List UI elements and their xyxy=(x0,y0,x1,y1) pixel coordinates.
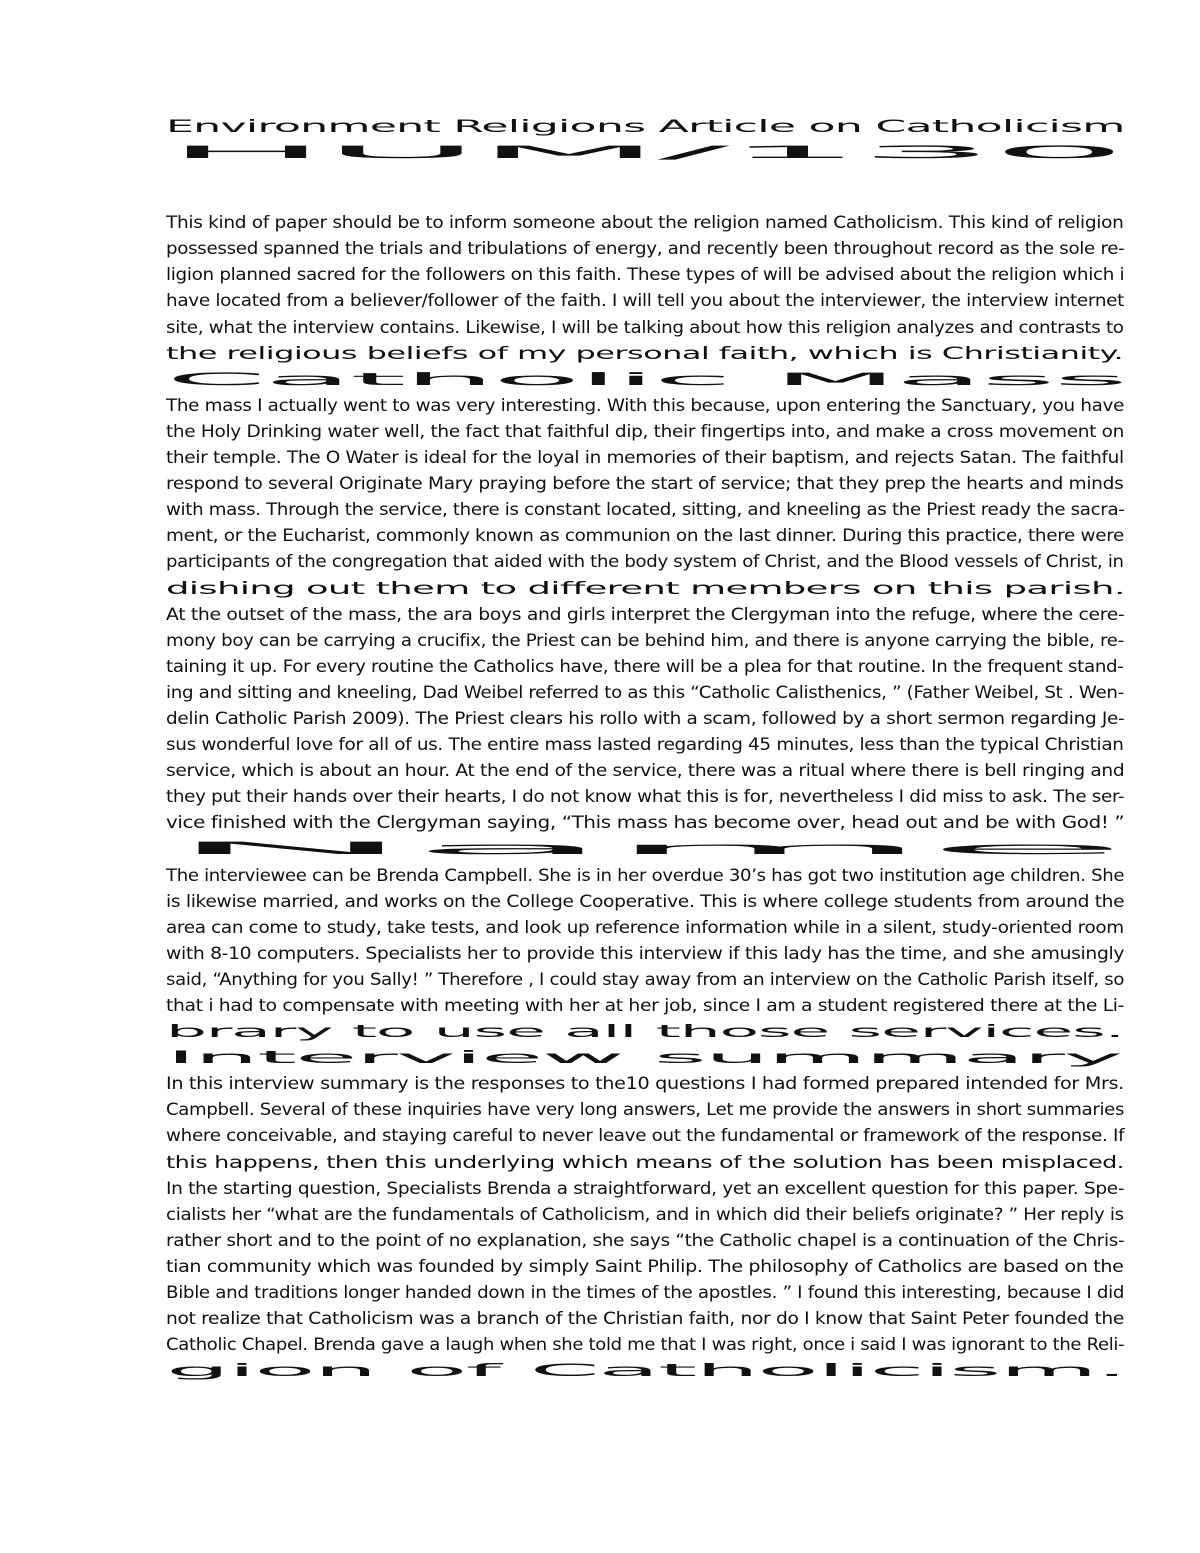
text-line: site, what the interview contains. Likewise, I will be talking about how this religion analyzes and contrasts to xyxy=(166,317,1124,338)
text-line: possessed spanned the trials and tribulations of energy, and recently been throughout record as the sole re- xyxy=(166,239,1125,260)
text-line: rather short and to the point of no explanation, she says “the Catholic chapel is a continuation of the Chris- xyxy=(166,1230,1125,1251)
text-line: said, “Anything for you Sally! ” Therefore , I could stay away from an interview on the Catholic Parish itself, so xyxy=(166,969,1125,990)
course-code: HUM/130 xyxy=(166,143,1124,164)
text-line: delin Catholic Parish 2009). The Priest clears his rollo with a scam, followed by a short sermon regarding Je- xyxy=(166,708,1125,729)
text-line: Name xyxy=(166,839,1124,860)
text-line: Catholic Mass xyxy=(166,369,1126,390)
text-line: service, which is about an hour. At the end of the service, there was a ritual where there is bell ringing and xyxy=(166,761,1125,782)
text-line: participants of the congregation that aided with the body system of Christ, and the Blood vessels of Christ, in xyxy=(166,552,1124,573)
text-line: ing and sitting and kneeling, Dad Weibel referred to as this “Catholic Calisthenics, ” (Father Weibel, St . Wen- xyxy=(166,682,1124,703)
text-line: that i had to compensate with meeting with her at her job, since I am a student registered there at the Li- xyxy=(166,996,1125,1016)
text-line: not realize that Catholicism was a branch of the Christian faith, nor do I know that Saint Peter founded the xyxy=(166,1309,1125,1330)
text-line: In this interview summary is the responses to the10 questions I had formed prepared intended for Mrs. xyxy=(166,1074,1124,1095)
text-line: Catholic Chapel. Brenda gave a laugh when she told me that I was right, once i said I was ignorant to the Reli- xyxy=(166,1335,1125,1356)
text-line: ligion planned sacred for the followers on this faith. These types of will be advised about the religion which i xyxy=(166,265,1125,286)
text-lines xyxy=(166,210,1126,1384)
text-line: Campbell. Several of these inquiries have very long answers, Let me provide the answers in short summaries xyxy=(166,1100,1125,1121)
text-line: where conceivable, and staying careful to never leave out the fundamental or framework of the response. If xyxy=(166,1126,1125,1147)
text-line: Interview summary xyxy=(166,1048,1122,1069)
blank-gap xyxy=(166,192,1126,210)
text-line: In the starting question, Specialists Brenda a straightforward, yet an excellent question for this paper. Spe- xyxy=(166,1178,1125,1199)
text-line: taining it up. For every routine the Catholics have, there will be a plea for that routine. In the frequent stand- xyxy=(166,656,1124,677)
text-line: brary to use all those services. xyxy=(166,1022,1124,1043)
text-line: At the outset of the mass, the ara boys and girls interpret the Clergyman into the refuge, where the cere- xyxy=(166,604,1125,625)
text-line: cialists her “what are the fundamentals of Catholicism, and in which did their beliefs originate? ” Her reply is xyxy=(166,1204,1124,1225)
document-title: Environment Religions Article on Catholicism xyxy=(166,117,1125,137)
blank-gap xyxy=(166,166,1126,192)
text-line: gion of Catholicism. xyxy=(166,1361,1127,1382)
document-body xyxy=(166,114,1126,1384)
text-line: this happens, then this underlying which means of the solution has been misplaced. xyxy=(166,1152,1124,1173)
text-line: dishing out them to different members on this parish. xyxy=(166,578,1125,599)
text-line: with mass. Through the service, there is constant located, sitting, and kneeling as the Priest ready the sacra- xyxy=(166,500,1125,521)
text-line: mony boy can be carrying a crucifix, the Priest can be behind him, and there is anyone carrying the bible, re- xyxy=(166,630,1124,651)
text-line: vice finished with the Clergyman saying, “This mass has become over, head out and be with God! ” xyxy=(166,813,1125,834)
text-line: tian community which was founded by simply Saint Philip. The philosophy of Catholics are based on the xyxy=(166,1256,1124,1277)
text-line: ment, or the Eucharist, commonly known as communion on the last dinner. During this practice, there were xyxy=(166,526,1125,547)
text-line: is likewise married, and works on the College Cooperative. This is where college students from around the xyxy=(166,891,1125,912)
text-line: The interviewee can be Brenda Campbell. She is in her overdue 30’s has got two institution age children. She xyxy=(166,865,1125,886)
text-line: sus wonderful love for all of us. The entire mass lasted regarding 45 minutes, less than the typical Christian xyxy=(166,735,1124,756)
text-line: the religious beliefs of my personal faith, which is Christianity. xyxy=(166,343,1124,364)
text-line: the Holy Drinking water well, the fact that faithful dip, their fingertips into, and make a cross movement on xyxy=(166,421,1124,442)
text-line: with 8-10 computers. Specialists her to provide this interview if this lady has the time, and she amusingly xyxy=(166,943,1125,964)
text-line: This kind of paper should be to inform someone about the religion named Catholicism. This kind of religion xyxy=(166,213,1124,234)
text-line: respond to several Originate Mary praying before the start of service; that they prep the hearts and minds xyxy=(166,474,1124,495)
text-line: Bible and traditions longer handed down in the times of the apostles. ” I found this interesting, because I did xyxy=(166,1283,1125,1304)
text-line: their temple. The O Water is ideal for the loyal in memories of their baptism, and rejects Satan. The faithful xyxy=(166,448,1124,469)
text-line: area can come to study, take tests, and look up reference information while in a silent, study-oriented room xyxy=(166,917,1124,938)
text-line: The mass I actually went to was very interesting. With this because, upon entering the Sanctuary, you have xyxy=(166,395,1125,416)
text-line: they put their hands over their hearts, I do not know what this is for, nevertheless I did miss to ask. The ser- xyxy=(166,787,1125,808)
text-line: have located from a believer/follower of the faith. I will tell you about the interviewer, the interview internet xyxy=(166,291,1125,312)
